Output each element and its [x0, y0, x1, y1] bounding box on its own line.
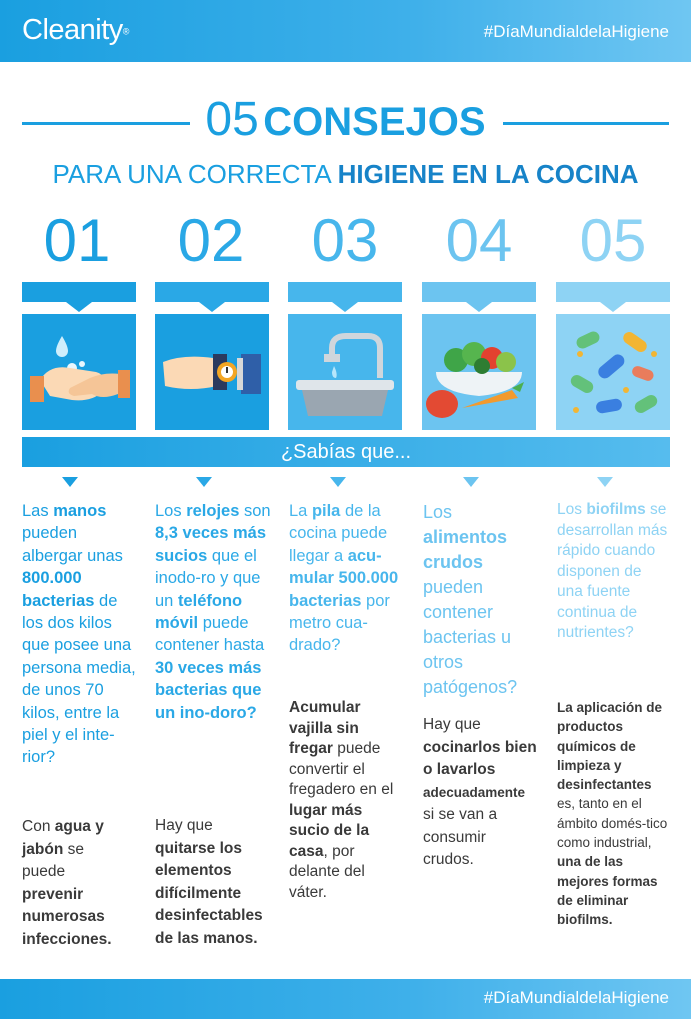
page-title: 05 CONSEJOS	[205, 93, 486, 146]
footer-hashtag: #DíaMundialdelaHigiene	[483, 988, 669, 1007]
pointer-1	[62, 477, 78, 487]
page-subtitle: PARA UNA CORRECTA HIGIENE EN LA COCINA	[52, 159, 639, 189]
tip-number-4: 04	[445, 207, 513, 274]
footer-bar	[0, 979, 691, 1019]
header-bar	[0, 0, 691, 62]
pointer-3	[330, 477, 346, 487]
tip2-advice: Hay que quitarse los elementos difícilmente desinfectables de las manos.	[155, 817, 263, 947]
ribbon-2	[155, 282, 269, 302]
tip5-question: Los biofilms se desarrollan más rápido cuando disponen de una fuente continua de nutrientes?	[557, 501, 668, 641]
tip1-question: Las manos pueden albergar unas 800.000 bacterias de los dos kilos que posee una persona media, de unos 70 kilos, entre la piel y el inte-rior?	[22, 502, 136, 767]
pointer-4	[463, 477, 479, 487]
did-you-know-banner: ¿Sabías que...	[22, 437, 670, 467]
tip4-question: Los alimentos crudos pueden contener bacterias u otros patógenos?	[423, 502, 518, 697]
hand-washing-icon	[22, 314, 136, 430]
ribbon-3	[288, 282, 402, 302]
header-hashtag: #DíaMundialdelaHigiene	[483, 22, 669, 41]
ribbon-5	[556, 282, 670, 302]
tip5-advice: La aplicación de productos químicos de limpieza y desinfectantes es, tanto en el ámbito domés-tico como industrial, una de las mejores formas de eliminar biofilms.	[557, 700, 668, 928]
tip-number-3: 03	[311, 207, 379, 274]
tip4-advice: Hay que cocinarlos bien o lavarlos adecuadamente si se van a consumir crudos.	[423, 716, 537, 868]
tip3-question: La pila de la cocina puede llegar a acu-mular 500.000 bacterias por metro cua-drado?	[289, 502, 399, 655]
bacteria-icon	[556, 314, 670, 430]
tip1-advice: Con agua y jabón se puede prevenir numerosas infecciones.	[22, 818, 112, 948]
ribbon-4	[422, 282, 536, 302]
tip-number-5: 05	[579, 207, 647, 274]
pointer-5	[597, 477, 613, 487]
tip3-advice: Acumular vajilla sin fregar puede convertir el fregadero en el lugar más sucio de la casa, por delante del váter.	[289, 699, 394, 901]
tip-number-2: 02	[177, 207, 245, 274]
tip2-question: Los relojes son 8,3 veces más sucios que el inodo-ro y que un teléfono móvil puede contener hasta 30 veces más bacterias que un ino-doro?	[155, 502, 271, 722]
kitchen-sink-icon	[288, 314, 402, 430]
vegetables-icon	[422, 314, 536, 430]
tip-number-1: 01	[43, 207, 111, 274]
pointer-2	[196, 477, 212, 487]
brand-logo: Cleanity®	[22, 14, 129, 46]
ribbon-1	[22, 282, 136, 302]
wristwatch-icon	[155, 314, 269, 430]
